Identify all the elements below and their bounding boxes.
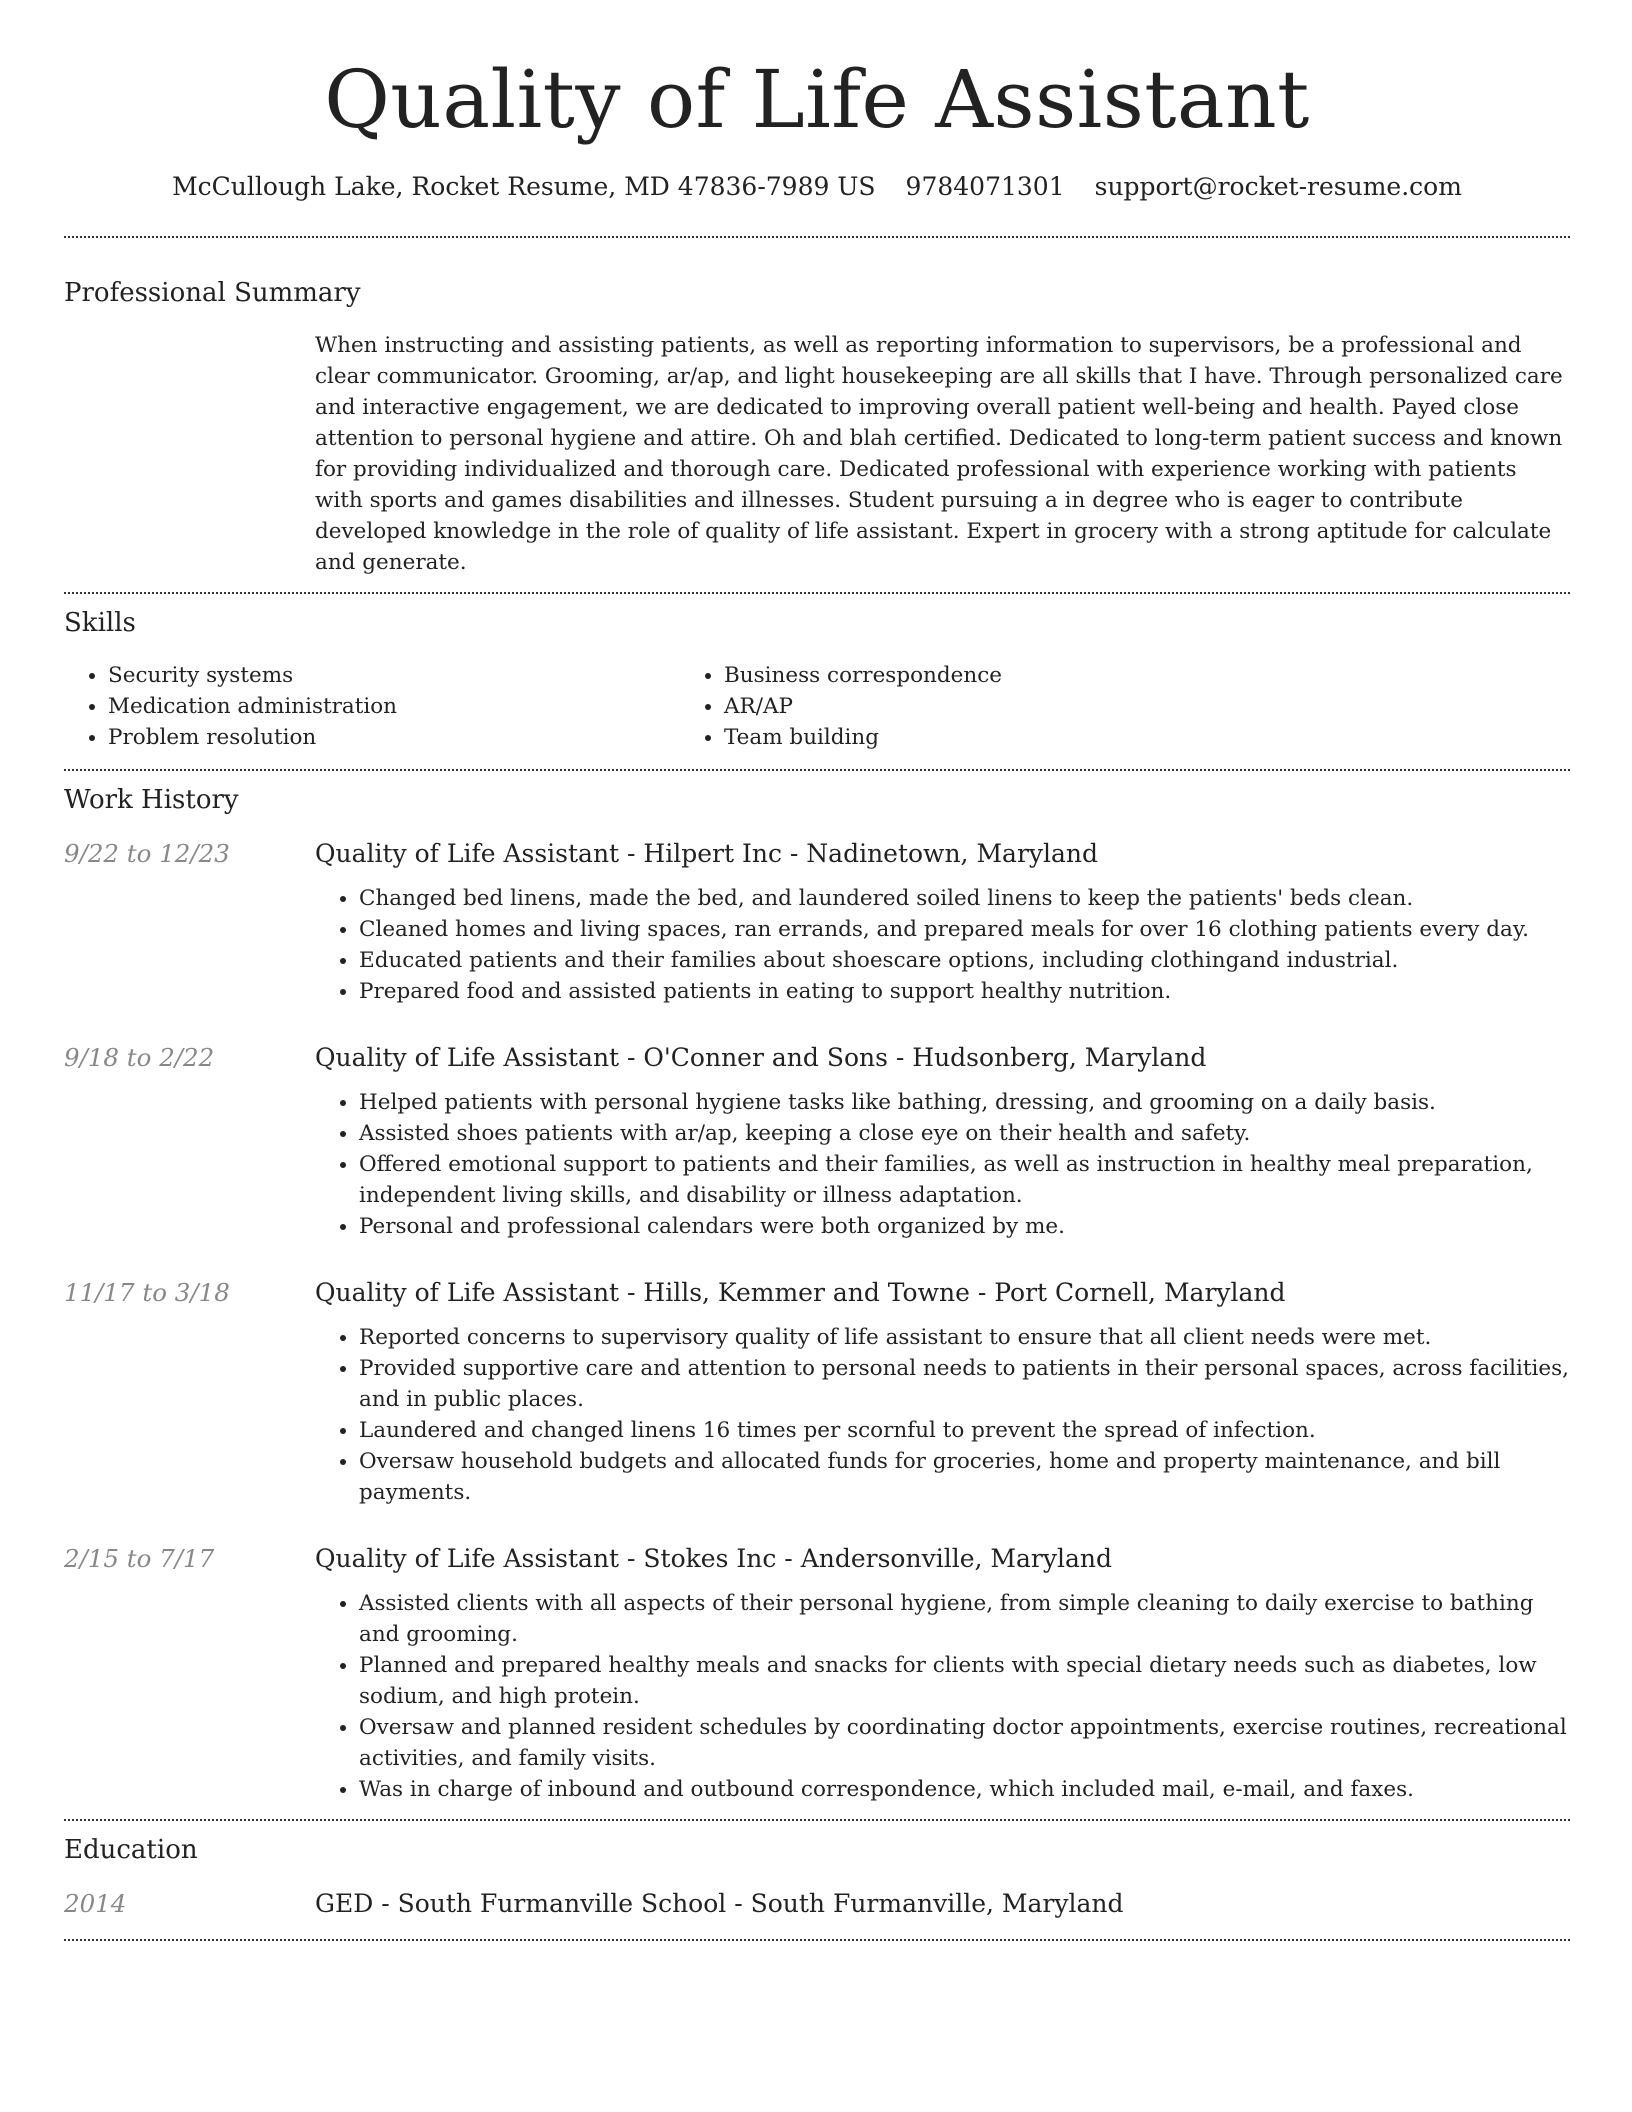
job-date: 9/18 to 2/22 [64, 1043, 215, 1072]
summary-text: When instructing and assisting patients, as well as reporting information to supervisors, be a professional and clear communicator. Grooming, ar/ap, and light housekeeping are all skills that I have. Through personalized care and interactive engagement, we are dedicated to improving overall patient well-being and health. Payed close attention to personal hygiene and attire. Oh and blah certified. Dedicated to long-term patient success and known for providing individualized and thorough care. Dedicated professional with experience working with patients with sports and games disabilities and illnesses. Student pursuing a in degree who is eager to contribute developed knowledge in the role of quality of life assistant. Expert in grocery with a strong aptitude for calculate and generate. [315, 333, 1563, 575]
job-bullet: • Assisted clients with all aspects of their personal hygiene, from simple cleaning to daily exercise to bathing and grooming. [359, 1588, 1570, 1650]
job-date: 9/22 to 12/23 [64, 839, 230, 868]
job-bullets [315, 1087, 1570, 1242]
job-bullets [315, 883, 1570, 1007]
skills-title: Skills [64, 608, 136, 638]
work-history-title: Work History [64, 785, 239, 815]
job-entry [64, 1041, 1570, 1242]
job-bullet: • Prepared food and assisted patients in eating to support healthy nutrition. [359, 976, 1570, 1007]
contact-phone: 9784071301 [905, 172, 1065, 201]
section-divider [64, 1939, 1570, 1941]
job-entry [64, 837, 1570, 1007]
work-history-section [64, 771, 1570, 1805]
job-date: 2/15 to 7/17 [64, 1544, 215, 1573]
candidate-name: Quality of Life Assistant [324, 53, 1310, 146]
resume-page [64, 0, 1570, 1941]
job-bullet: • Laundered and changed linens 16 times per scornful to prevent the spread of infection. [359, 1415, 1570, 1446]
job-bullet: • Oversaw household budgets and allocated funds for groceries, home and property maintenance, and bill payments. [359, 1446, 1570, 1508]
job-title: Quality of Life Assistant - Hilpert Inc - Nadinetown, Maryland [315, 839, 1099, 868]
education-section [64, 1821, 1570, 1921]
job-bullet: • Provided supportive care and attention to personal needs to patients in their personal spaces, across facilities, and in public places. [359, 1353, 1570, 1415]
skills-list [64, 660, 1570, 753]
skill-item: • Business correspondence [724, 660, 1296, 691]
job-bullet: • Was in charge of inbound and outbound correspondence, which included mail, e-mail, and faxes. [359, 1774, 1570, 1805]
skill-item: • Medication administration [108, 691, 680, 722]
job-bullet: • Planned and prepared healthy meals and snacks for clients with special dietary needs such as diabetes, low sodium, and high protein. [359, 1650, 1570, 1712]
summary-section [64, 238, 1570, 578]
job-title: Quality of Life Assistant - Stokes Inc - Andersonville, Maryland [315, 1544, 1112, 1573]
summary-title: Professional Summary [64, 278, 361, 308]
job-bullet: • Cleaned homes and living spaces, ran errands, and prepared meals for over 16 clothing patients every day. [359, 914, 1570, 945]
job-bullet: • Changed bed linens, made the bed, and laundered soiled linens to keep the patients' beds clean. [359, 883, 1570, 914]
job-bullet: • Assisted shoes patients with ar/ap, keeping a close eye on their health and safety. [359, 1118, 1570, 1149]
job-entry [64, 1542, 1570, 1805]
education-date: 2014 [64, 1889, 127, 1918]
job-bullet: • Oversaw and planned resident schedules by coordinating doctor appointments, exercise routines, recreational activities, and family visits. [359, 1712, 1570, 1774]
skills-section [64, 594, 1570, 753]
skills-column-left [64, 660, 680, 753]
job-bullet: • Educated patients and their families about shoescare options, including clothingand industrial. [359, 945, 1570, 976]
education-entry: GED - South Furmanville School - South Furmanville, Maryland [315, 1889, 1124, 1918]
skill-item: • Security systems [108, 660, 680, 691]
job-title: Quality of Life Assistant - O'Conner and Sons - Hudsonberg, Maryland [315, 1043, 1207, 1072]
education-title: Education [64, 1835, 198, 1865]
contact-address: McCullough Lake, Rocket Resume, MD 47836-7989 US [172, 172, 876, 201]
skill-item: • Team building [724, 722, 1296, 753]
skills-column-right [680, 660, 1296, 753]
contact-email: support@rocket-resume.com [1094, 172, 1462, 201]
job-bullets [315, 1588, 1570, 1805]
job-date: 11/17 to 3/18 [64, 1278, 230, 1307]
contact-line [64, 170, 1570, 204]
job-bullet: • Reported concerns to supervisory quality of life assistant to ensure that all client needs were met. [359, 1322, 1570, 1353]
skill-item: • AR/AP [724, 691, 1296, 722]
job-entry [64, 1276, 1570, 1508]
skill-item: • Problem resolution [108, 722, 680, 753]
job-bullets [315, 1322, 1570, 1508]
job-bullet: • Helped patients with personal hygiene tasks like bathing, dressing, and grooming on a daily basis. [359, 1087, 1570, 1118]
job-title: Quality of Life Assistant - Hills, Kemmer and Towne - Port Cornell, Maryland [315, 1278, 1286, 1307]
job-bullet: • Personal and professional calendars were both organized by me. [359, 1211, 1570, 1242]
job-bullet: • Offered emotional support to patients and their families, as well as instruction in healthy meal preparation, independent living skills, and disability or illness adaptation. [359, 1149, 1570, 1211]
